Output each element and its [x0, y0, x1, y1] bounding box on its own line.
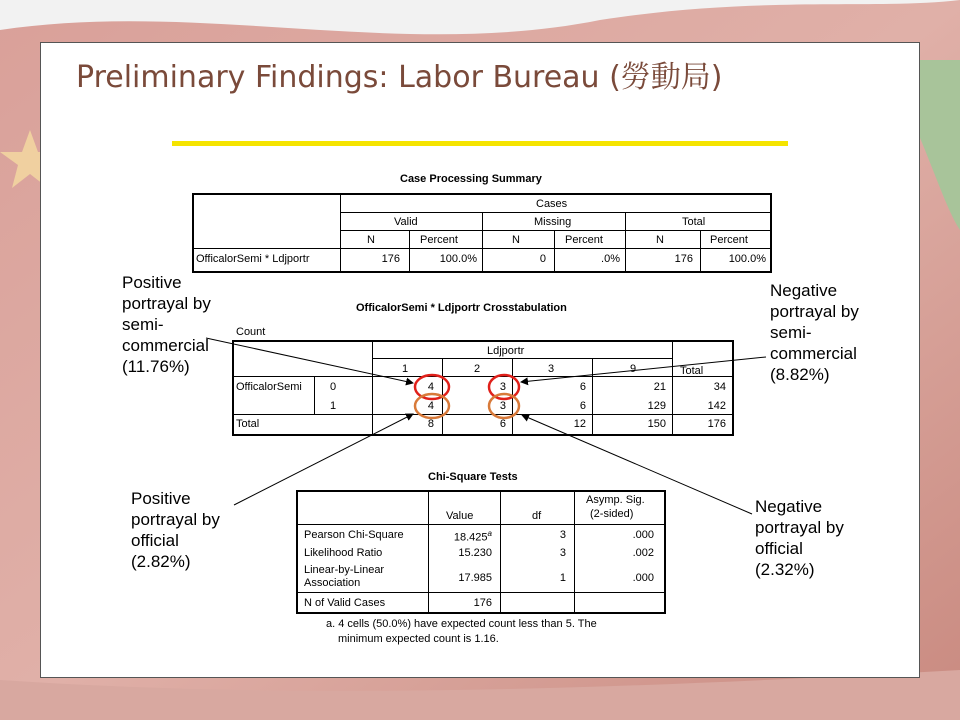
col-header: 9 [630, 363, 637, 375]
cell: 6 [579, 381, 586, 393]
row-label: Likelihood Ratio [304, 547, 383, 559]
cell: 3 [499, 400, 506, 412]
cell: 4 [427, 400, 434, 412]
cell: 176 [473, 597, 492, 609]
valid-header: Valid [394, 216, 418, 228]
cell: 0 [539, 253, 546, 265]
case-summary-caption: Case Processing Summary [400, 173, 542, 185]
col-header: Percent [565, 234, 603, 246]
cell: 129 [647, 400, 666, 412]
arrow-negative-official [522, 415, 752, 514]
cell: .000 [632, 572, 654, 584]
annotation-positive-semi: Positive portrayal by semi- commercial (11.76%) [122, 273, 211, 376]
row-label-2: Association [304, 577, 361, 589]
col-header: 1 [402, 363, 409, 375]
cell: .002 [632, 547, 654, 559]
cell: 18.425$^a$ [453, 529, 492, 544]
cell: 100.0% [728, 253, 766, 265]
cell: 142 [707, 400, 726, 412]
sig-header-2: (2-sided) [590, 508, 634, 520]
cell: .0% [601, 253, 620, 265]
row-label: OfficalorSemi * Ldjportr [196, 253, 310, 265]
circle-positive-semi [415, 375, 449, 399]
row-label: N of Valid Cases [304, 597, 386, 609]
row-var-label: OfficalorSemi [236, 381, 302, 393]
cell: 15.230 [458, 547, 492, 559]
cell: 4 [427, 381, 434, 393]
annotation-negative-official: Negative portrayal by official (2.32%) [755, 497, 844, 579]
col-header: Percent [420, 234, 458, 246]
df-header: df [532, 510, 542, 522]
cases-header: Cases [536, 198, 568, 210]
cell: 6 [579, 400, 586, 412]
cell: .000 [632, 529, 654, 541]
ldjportr-header: Ldjportr [487, 345, 525, 357]
arrow-negative-semi [521, 357, 766, 382]
missing-header: Missing [534, 216, 572, 228]
value-header: Value [446, 510, 474, 522]
cell: 34 [713, 381, 726, 393]
footnote-2: minimum expected count is 1.16. [338, 633, 499, 645]
cell: 1 [559, 572, 566, 584]
crosstab-caption: OfficalorSemi * Ldjportr Crosstabulation [356, 302, 567, 314]
sig-header: Asymp. Sig. [586, 494, 645, 506]
cell: 3 [559, 529, 566, 541]
col-header: N [367, 234, 375, 246]
total-header: Total [682, 216, 706, 228]
row-label: Linear-by-Linear [304, 564, 385, 576]
cell: 150 [647, 418, 666, 430]
arrow-positive-official [234, 414, 413, 505]
row-level: 0 [330, 381, 337, 393]
col-header: 3 [548, 363, 555, 375]
cell: 6 [499, 418, 506, 430]
annotation-negative-semi: Negative portrayal by semi- commercial (8.82%) [770, 281, 859, 384]
cell: 12 [573, 418, 586, 430]
row-level: 1 [330, 400, 337, 412]
row-label: Pearson Chi-Square [304, 529, 404, 541]
cell: 17.985 [458, 572, 492, 584]
chisquare-caption: Chi-Square Tests [428, 471, 518, 483]
cell: 21 [653, 381, 666, 393]
total-label: Total [236, 418, 260, 430]
col-header: Percent [710, 234, 748, 246]
cell: 3 [559, 547, 566, 559]
cell: 8 [427, 418, 434, 430]
circle-negative-official [489, 394, 519, 418]
cell: 3 [499, 381, 506, 393]
page-title: Preliminary Findings: Labor Bureau (勞動局) [76, 60, 723, 95]
arrow-positive-semi [206, 338, 413, 383]
circle-negative-semi [489, 375, 519, 399]
col-header: N [656, 234, 664, 246]
cell: 176 [707, 418, 726, 430]
footnote: a. 4 cells (50.0%) have expected count less than 5. The [326, 618, 597, 630]
count-label: Count [236, 326, 266, 338]
col-header: N [512, 234, 520, 246]
circle-positive-official [415, 394, 449, 418]
col-header: Total [680, 365, 704, 377]
annotation-positive-official: Positive portrayal by official (2.82%) [131, 489, 220, 571]
cell: 100.0% [439, 253, 477, 265]
cell: 176 [674, 253, 693, 265]
cell: 176 [381, 253, 400, 265]
col-header: 2 [474, 363, 481, 375]
